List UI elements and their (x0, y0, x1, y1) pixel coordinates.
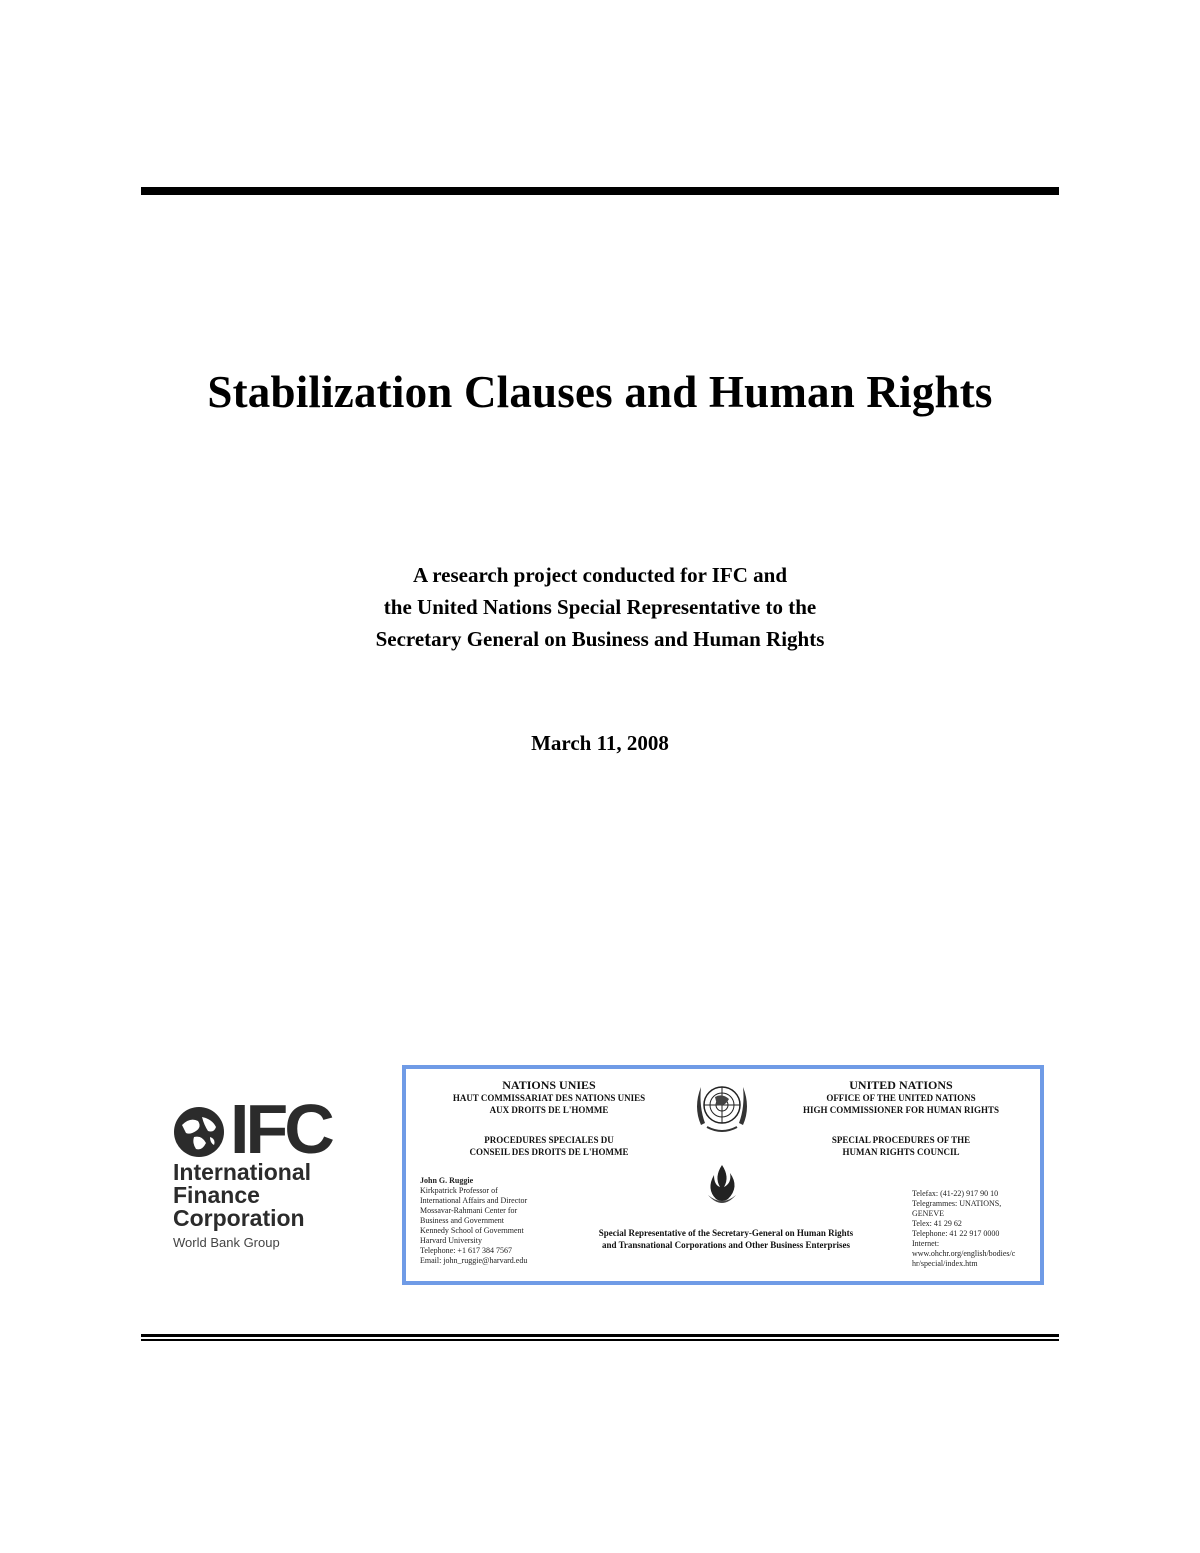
contact-left-line-5: Kennedy School of Government (420, 1226, 524, 1235)
contact-left-line-6: Harvard University (420, 1236, 482, 1245)
contact-left-line-3: Mossavar-Rahmani Center for (420, 1206, 518, 1215)
contact-right-line-3: GENEVE (912, 1209, 944, 1218)
contact-right-line-8: hr/special/index.htm (912, 1259, 978, 1268)
contact-left-line-8: Email: john_ruggie@harvard.edu (420, 1256, 528, 1265)
ifc-name-line-2: Finance (173, 1182, 260, 1208)
ifc-logo (172, 1090, 342, 1256)
contact-right-line-2: Telegrammes: UNATIONS, (912, 1199, 1002, 1208)
subtitle-line-3: Secretary General on Business and Human Rights (375, 627, 825, 651)
globe-icon (172, 1105, 226, 1159)
un-left-procedures (424, 1134, 674, 1158)
un-right-line-1: OFFICE OF THE UNITED NATIONS (826, 1093, 976, 1103)
ifc-name-line-3: Corporation (173, 1205, 305, 1231)
un-left-line-1: HAUT COMMISSARIAT DES NATIONS UNIES (452, 1093, 646, 1103)
top-rule (141, 187, 1059, 195)
contact-left-line-4: Business and Government (420, 1216, 504, 1225)
document-date: March 11, 2008 (531, 731, 669, 755)
ifc-name-line-1: International (173, 1159, 312, 1185)
un-right-header (776, 1079, 1026, 1116)
document-subtitle (0, 559, 1200, 655)
subtitle-line-1: A research project conducted for IFC and (412, 563, 788, 587)
contact-left-line-1: Kirkpatrick Professor of (420, 1186, 498, 1195)
special-rep-line-2: and Transnational Corporations and Other Business Enterprises (601, 1240, 851, 1250)
un-right-line-2: HIGH COMMISSIONER FOR HUMAN RIGHTS (802, 1105, 999, 1115)
contact-right-line-7: www.ohchr.org/english/bodies/c (912, 1249, 1016, 1258)
contact-right-line-5: Telephone: 41 22 917 0000 (912, 1229, 1000, 1238)
contact-left-line-2: International Affairs and Director (420, 1196, 528, 1205)
subtitle-line-2: the United Nations Special Representative to the (383, 595, 817, 619)
un-right-org: UNITED NATIONS (849, 1078, 953, 1092)
ifc-group: World Bank Group (173, 1235, 280, 1250)
document-title: Stabilization Clauses and Human Rights (207, 367, 993, 417)
special-representative-title (566, 1227, 886, 1251)
special-rep-line-1: Special Representative of the Secretary-General on Human Rights (598, 1228, 854, 1238)
un-contact-right (912, 1189, 1032, 1269)
un-left-line-2: AUX DROITS DE L'HOMME (489, 1105, 609, 1115)
ifc-letters: IFC (230, 1090, 331, 1168)
un-right-procedures (776, 1134, 1026, 1158)
ifc-mark (172, 1090, 342, 1168)
un-right-proc-line-1: SPECIAL PROCEDURES OF THE (831, 1135, 971, 1145)
bottom-rule (141, 1334, 1059, 1337)
ifc-name (173, 1161, 311, 1230)
bottom-rule-secondary (141, 1339, 1059, 1341)
contact-right-line-4: Telex: 41 29 62 (912, 1219, 962, 1228)
un-left-proc-line-1: PROCEDURES SPECIALES DU (484, 1135, 614, 1145)
un-left-header (424, 1079, 674, 1116)
contact-right-line-1: Telefax: (41-22) 917 90 10 (912, 1189, 999, 1198)
un-contact-left (420, 1176, 560, 1266)
un-left-org: NATIONS UNIES (502, 1078, 596, 1092)
un-letterhead (402, 1065, 1044, 1285)
ohchr-flame-icon (702, 1161, 742, 1211)
contact-right-line-6: Internet: (912, 1239, 940, 1248)
contact-name: John G. Ruggie (420, 1176, 474, 1185)
un-left-proc-line-2: CONSEIL DES DROITS DE L'HOMME (469, 1147, 629, 1157)
un-emblem-icon (689, 1077, 755, 1137)
un-right-proc-line-2: HUMAN RIGHTS COUNCIL (842, 1147, 960, 1157)
contact-left-line-7: Telephone: +1 617 384 7567 (420, 1246, 512, 1255)
